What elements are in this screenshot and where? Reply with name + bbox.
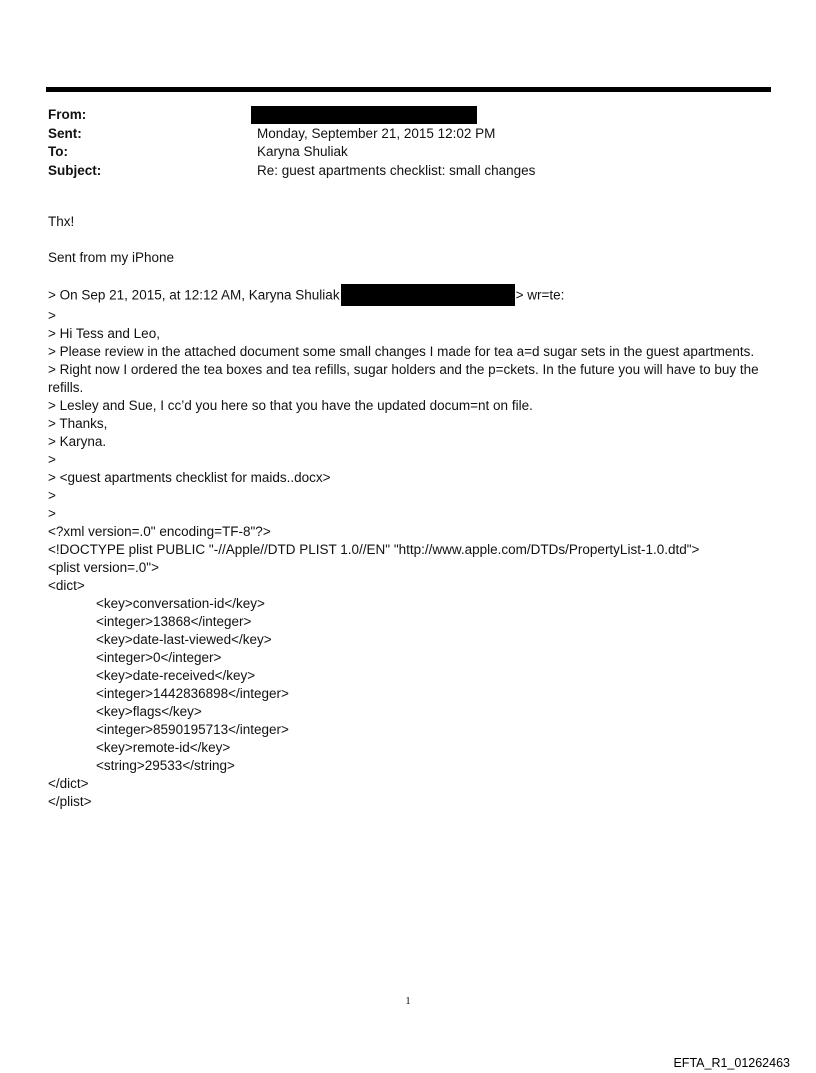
spacer (48, 267, 773, 285)
quote-attachment: > <guest apartments checklist for maids..docx> (48, 470, 331, 485)
quote-line: > Right now I ordered the tea boxes and tea refills, sugar holders and the p=ckets. In the future you will have to buy the refills. (48, 362, 759, 395)
sent-value: Monday, September 21, 2015 12:02 PM (257, 125, 496, 141)
sent-label: Sent: (48, 125, 82, 141)
page-number: 1 (405, 995, 411, 1007)
body-sent-from: Sent from my iPhone (48, 250, 175, 265)
to-label: To: (48, 144, 68, 159)
xml-entry: <integer>13868</integer> (96, 614, 252, 629)
sender-email-redaction (341, 284, 515, 306)
quote-greeting: > Hi Tess and Leo, (48, 326, 160, 341)
xml-entry: <key>date-last-viewed</key> (96, 632, 272, 647)
xml-dict-open: <dict> (48, 578, 85, 593)
xml-plist-close: </plist> (48, 794, 92, 809)
quote-line: > Lesley and Sue, I cc’d you here so that you have the updated docum=nt on file. (48, 398, 533, 413)
xml-doctype: <!DOCTYPE plist PUBLIC "-//Apple//DTD PLIST 1.0//EN" "http://www.apple.com/DTDs/PropertyList-1.0.dtd"> (48, 542, 700, 557)
xml-entry: <key>remote-id</key> (96, 740, 231, 755)
email-header (48, 106, 768, 180)
quote-name: > Karyna. (48, 434, 107, 449)
quote-blank: > (48, 452, 56, 467)
xml-entry: <integer>8590195713</integer> (96, 722, 289, 737)
spacer (48, 231, 773, 249)
from-redaction (251, 106, 477, 124)
header-rule (46, 87, 771, 92)
xml-entry: <integer>0</integer> (96, 650, 222, 665)
xml-entry: <key>flags</key> (96, 704, 202, 719)
from-label: From: (48, 107, 87, 122)
quote-intro-after: > wr=te: (515, 287, 565, 303)
to-row (48, 143, 768, 162)
quote-blank: > (48, 488, 56, 503)
to-value: Karyna Shuliak (257, 144, 348, 159)
xml-entry: <string>29533</string> (96, 758, 235, 773)
quote-intro-before: > On Sep 21, 2015, at 12:12 AM, Karyna Shuliak (48, 287, 340, 303)
sent-row (48, 125, 768, 144)
xml-entry: <key>date-received</key> (96, 668, 256, 683)
quote-thanks: > Thanks, (48, 416, 108, 431)
quote-blank: > (48, 308, 56, 323)
xml-dict-close: </dict> (48, 776, 89, 791)
subject-row (48, 162, 768, 181)
email-body (48, 213, 773, 811)
xml-plist-open: <plist version=.0"> (48, 560, 159, 575)
quote-intro (48, 285, 773, 307)
subject-label: Subject: (48, 162, 102, 178)
xml-declaration: <?xml version=.0" encoding=TF-8"?> (48, 524, 271, 539)
body-thx: Thx! (48, 214, 75, 229)
xml-entry: <key>conversation-id</key> (96, 596, 265, 611)
quote-line: > Please review in the attached document some small changes I made for tea a=d sugar sets in the guest apartments. (48, 344, 755, 359)
xml-entry: <integer>1442836898</integer> (96, 686, 289, 701)
quote-blank: > (48, 506, 56, 521)
subject-value: Re: guest apartments checklist: small changes (257, 162, 536, 178)
from-row (48, 106, 768, 125)
bates-number: EFTA_R1_01262463 (673, 1056, 790, 1070)
